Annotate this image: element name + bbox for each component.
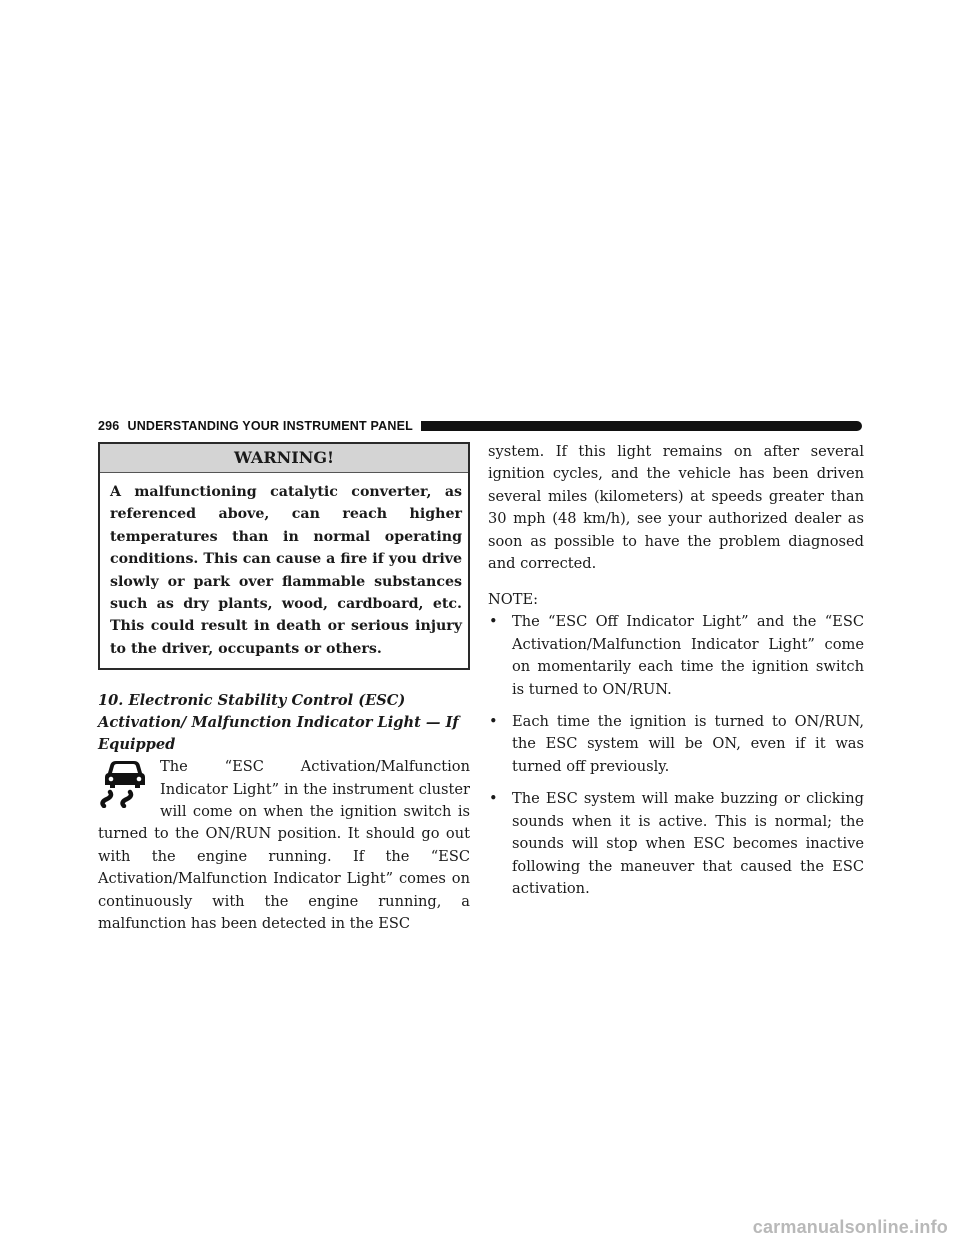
bullet-dot: • <box>489 713 498 731</box>
bullet-dot: • <box>489 790 498 808</box>
warning-title: WARNING! <box>100 444 468 473</box>
indicator-paragraph-continued: system. If this light remains on after several ignition cycles, and the vehicle has been driven several miles (kilometers) at speeds greater than 30 mph (48 km/h), see your authorized dealer as soon as possible to have the problem diagnosed and corrected. <box>488 443 864 573</box>
section-title: UNDERSTANDING YOUR INSTRUMENT PANEL <box>127 419 413 433</box>
item-heading: 10. Electronic Stability Control (ESC) Activation/ Malfunction Indicator Light — If Equipped <box>98 692 459 754</box>
right-column <box>488 441 864 910</box>
esc-skidding-car-icon <box>98 758 156 812</box>
indicator-paragraph <box>98 756 470 935</box>
list-item: • The ESC system will make buzzing or clicking sounds when it is active. This is normal; the sounds will stop when ESC becomes inactive following the maneuver that caused the ESC activation. <box>489 790 864 897</box>
page-number: 296 <box>98 419 120 433</box>
header-rule <box>421 421 862 431</box>
note-label: NOTE: <box>488 591 539 609</box>
page-header <box>98 416 862 436</box>
note-bullet-list <box>488 611 864 900</box>
left-column <box>98 442 470 936</box>
indicator-paragraph-text: The “ESC Activation/Malfunction Indicator Light” in the instrument cluster will come on when the ignition switch is turned to the ON/RUN position. It should go out with the engine running. If the “ESC Activation/Malfunction Indicator Light” comes on continuously with the engine running, a malfunction has been detected in the ESC <box>98 758 470 933</box>
bullet-dot: • <box>489 613 498 631</box>
warning-text: A malfunctioning catalytic converter, as referenced above, can reach higher temperatures than in normal operating conditions. This can cause a fire if you drive slowly or park over flammable substances such as dry plants, wood, cardboard, etc. This could result in death or serious injury to the driver, occupants or others. <box>110 484 462 657</box>
list-item: • The “ESC Off Indicator Light” and the “ESC Activation/Malfunction Indicator Light” come on momentarily each time the ignition switch is turned to ON/RUN. <box>489 613 864 698</box>
list-item: • Each time the ignition is turned to ON/RUN, the ESC system will be ON, even if it was turned off previously. <box>489 713 864 775</box>
warning-box <box>98 442 470 670</box>
watermark: carmanualsonline.info <box>752 1217 948 1237</box>
